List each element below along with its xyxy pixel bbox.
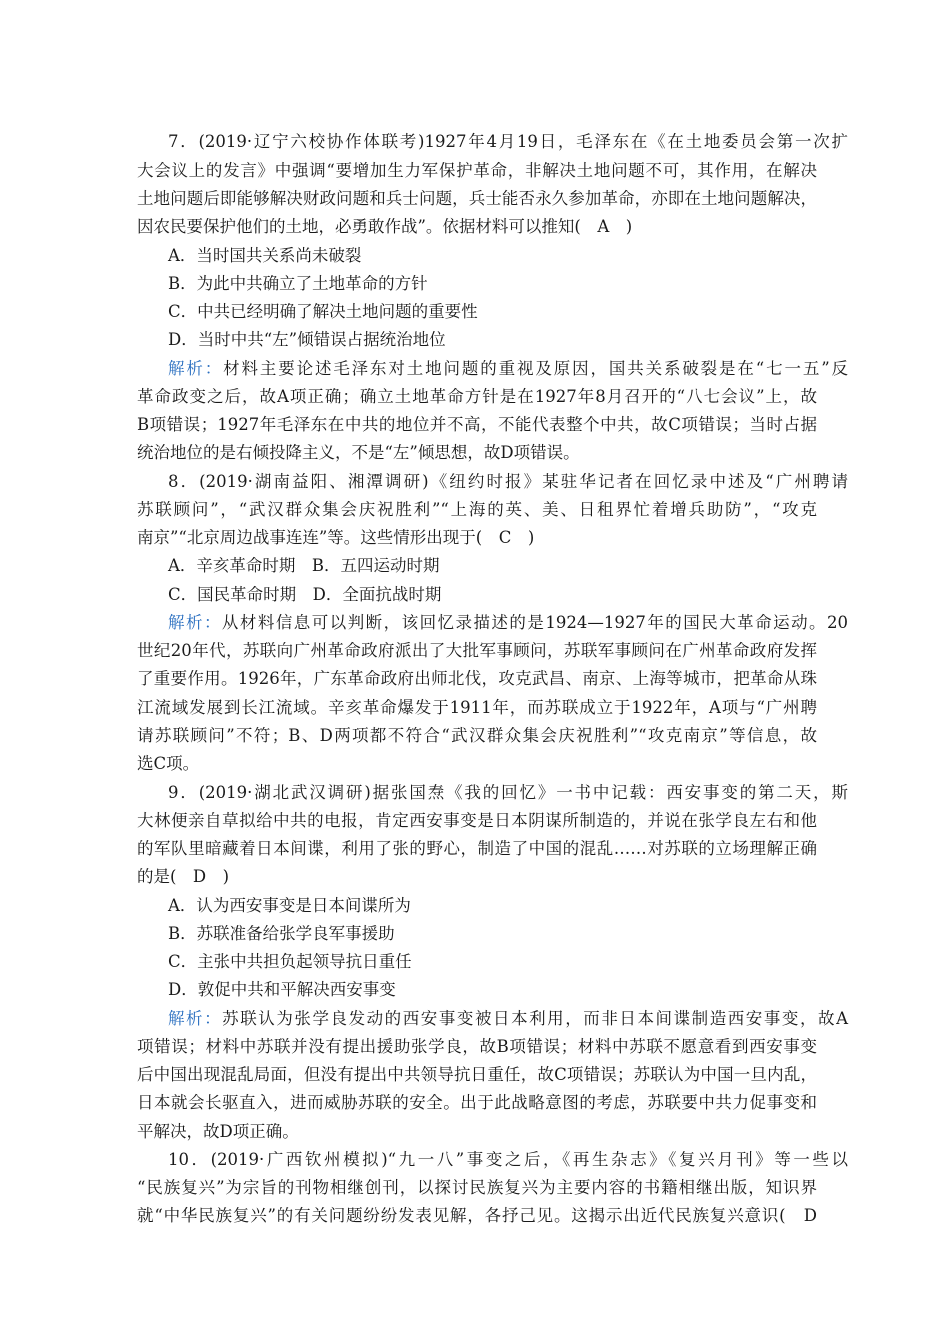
analysis-label: 解析： [168, 359, 224, 378]
q8-analysis-line-6: 选C项。 [137, 754, 200, 773]
q10-stem-line-3: 就“中华民族复兴”的有关问题纷纷发表见解，各抒己见。这揭示出近代民族复兴意识( D [137, 1206, 817, 1225]
q7-option-a: A．当时国共关系尚未破裂 [168, 246, 362, 265]
q9-stem-line-3: 的军队里暗藏着日本间谍，利用了张的野心，制造了中国的混乱……对苏联的立场理解正确 [137, 839, 817, 858]
q9-stem-line-1: 9．(2019·湖北武汉调研)据张国焘《我的回忆》一书中记载：西安事变的第二天，斯 [168, 783, 848, 802]
q8-analysis-line-5: 请苏联顾问”不符；B、D两项都不符合“武汉群众集会庆祝胜利”“攻克南京”等信息，故 [137, 726, 817, 745]
q9-analysis-line-3: 后中国出现混乱局面，但没有提出中共领导抗日重任，故C项错误；苏联认为中国一旦内乱， [137, 1065, 817, 1084]
q8-options-ab: A．辛亥革命时期 B．五四运动时期 [168, 556, 440, 575]
q7-stem-line-3: 土地问题后即能够解决财政问题和兵士问题，兵士能否永久参加革命，亦即在土地问题解决， [137, 189, 817, 208]
analysis-label: 解析： [168, 1009, 223, 1028]
q8-analysis-line-3: 了重要作用。1926年，广东革命政府出师北伐，攻克武昌、南京、上海等城市，把革命从珠 [137, 669, 817, 688]
q9-analysis-line-5: 平解决，故D项正确。 [137, 1122, 299, 1141]
q8-stem-line-2: 苏联顾问”，“武汉群众集会庆祝胜利”“上海的英、美、日租界忙着增兵助防”，“攻克 [137, 500, 817, 519]
q7-option-d: D．当时中共“左”倾错误占据统治地位 [168, 330, 446, 349]
q8-analysis-line-1: 解析：从材料信息可以判断，该回忆录描述的是1924—1927年的国民大革命运动。20 [168, 613, 849, 632]
q7-analysis-line-2: 革命政变之后，故A项正确；确立土地革命方针是在1927年8月召开的“八七会议”上，故 [137, 387, 817, 406]
q8-analysis-line-4: 江流域发展到长江流域。辛亥革命爆发于1911年，而苏联成立于1922年，A项与“广州聘 [137, 698, 817, 717]
q7-analysis-line-3: B项错误；1927年毛泽东在中共的地位并不高，不能代表整个中共，故C项错误；当时占据 [137, 415, 817, 434]
q9-stem-line-4: 的是( D ) [137, 867, 230, 886]
q8-analysis-line-2: 世纪20年代，苏联向广州革命政府派出了大批军事顾问，苏联军事顾问在广州革命政府发挥 [137, 641, 817, 660]
q7-analysis-line-4: 统治地位的是右倾投降主义，不是“左”倾思想，故D项错误。 [137, 443, 580, 462]
q8-stem-line-1: 8．(2019·湖南益阳、湘潭调研)《纽约时报》某驻华记者在回忆录中述及“广州聘请 [168, 472, 848, 491]
q9-option-d: D．敦促中共和平解决西安事变 [168, 980, 396, 999]
q9-option-b: B．苏联准备给张学良军事援助 [168, 924, 395, 943]
q9-analysis-line-1: 解析：苏联认为张学良发动的西安事变被日本利用，而非日本间谍制造西安事变，故A [168, 1009, 848, 1028]
q9-analysis-line-4: 日本就会长驱直入，进而威胁苏联的安全。出于此战略意图的考虑，苏联要中共力促事变和 [137, 1093, 817, 1112]
q9-stem-line-2: 大林便亲自草拟给中共的电报，肯定西安事变是日本阴谋所制造的，并说在张学良左右和他 [137, 811, 817, 830]
q8-options-cd: C．国民革命时期 D．全面抗战时期 [168, 585, 442, 604]
q8-stem-line-3: 南京”“北京周边战事连连”等。这些情形出现于( C ) [137, 528, 535, 547]
q7-stem-line-2: 大会议上的发言》中强调“要增加生力军保护革命，非解决土地问题不可，其作用，在解决 [137, 161, 817, 180]
q9-option-c: C．主张中共担负起领导抗日重任 [168, 952, 412, 971]
analysis-label: 解析： [168, 613, 222, 632]
q10-stem-line-2: “民族复兴”为宗旨的刊物相继创刊，以探讨民族复兴为主要内容的书籍相继出版，知识界 [137, 1178, 817, 1197]
q9-option-a: A．认为西安事变是日本间谍所为 [168, 896, 411, 915]
q9-analysis-line-2: 项错误；材料中苏联并没有提出援助张学良，故B项错误；材料中苏联不愿意看到西安事变 [137, 1037, 817, 1056]
q7-option-b: B．为此中共确立了土地革命的方针 [168, 274, 428, 293]
q7-stem-line-1: 7．(2019·辽宁六校协作体联考)1927年4月19日，毛泽东在《在土地委员会第一次扩 [168, 132, 848, 151]
q10-stem-line-1: 10．(2019·广西钦州模拟)“九一八”事变之后，《再生杂志》《复兴月刊》等一些以 [168, 1150, 848, 1169]
q7-analysis-line-1: 解析：材料主要论述毛泽东对土地问题的重视及原因，国共关系破裂是在“七一五”反 [168, 359, 849, 378]
q7-option-c: C．中共已经明确了解决土地问题的重要性 [168, 302, 478, 321]
q7-stem-line-4: 因农民要保护他们的土地，必勇敢作战”。依据材料可以推知( A ) [137, 217, 633, 236]
